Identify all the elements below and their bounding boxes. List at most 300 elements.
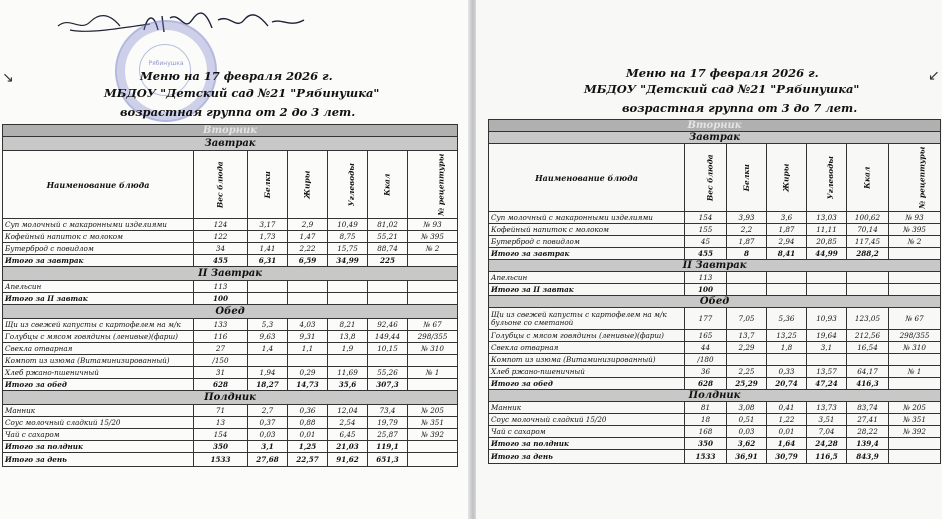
meal-total-row: [3, 255, 458, 267]
meal-total-row: [489, 248, 941, 260]
column-header-label: № рецептуры: [436, 153, 446, 217]
dish-recipe: 298/355: [408, 331, 458, 343]
dish-name: Манник: [3, 405, 194, 417]
cursor-arrow-icon: ↘: [2, 70, 14, 86]
section-row: [3, 267, 458, 281]
dish-fat: 0,29: [288, 367, 328, 379]
meal-total-row: [489, 378, 941, 390]
dish-row: [489, 414, 941, 426]
dish-row: [489, 212, 941, 224]
dish-weight: 168: [685, 426, 727, 438]
dish-protein: 0,03: [248, 429, 288, 441]
day-of-week: Вторник: [489, 120, 941, 132]
column-header-recipe: [408, 151, 458, 219]
dish-carbs: 11,11: [807, 224, 847, 236]
section-row: [489, 390, 941, 402]
dish-kcal: 117,45: [847, 236, 889, 248]
dish-kcal: 64,17: [847, 366, 889, 378]
meal-total-kcal: [368, 293, 408, 305]
dish-carbs: 13,57: [807, 366, 847, 378]
dish-name: Чай с сахаром: [489, 426, 685, 438]
dish-kcal: 70,14: [847, 224, 889, 236]
column-header-fat: [767, 144, 807, 212]
day-total-carbs: 91,62: [328, 453, 368, 467]
dish-weight: 116: [194, 331, 248, 343]
dish-row: [3, 405, 458, 417]
dish-fat: 0,01: [288, 429, 328, 441]
dish-name: Суп молочный с макаронными изделиями: [489, 212, 685, 224]
dish-row: [3, 219, 458, 231]
dish-recipe: № 392: [889, 426, 941, 438]
dish-name: Соус молочный сладкий 15/20: [3, 417, 194, 429]
dish-weight: 155: [685, 224, 727, 236]
meal-total-weight: 100: [194, 293, 248, 305]
section-row: [3, 391, 458, 405]
day-total-weight: 1533: [685, 450, 727, 464]
dish-row: [489, 342, 941, 354]
age-group: возрастная группа от 2 до 3 лет.: [120, 105, 356, 119]
day-total-row: [3, 453, 458, 467]
dish-carbs: 3,51: [807, 414, 847, 426]
dish-name: Бутерброд с повидлом: [3, 243, 194, 255]
dish-kcal: [847, 272, 889, 284]
dish-kcal: 16,54: [847, 342, 889, 354]
dish-protein: 2,2: [727, 224, 767, 236]
dish-row: [489, 224, 941, 236]
dish-row: [3, 281, 458, 293]
dish-protein: 1,94: [248, 367, 288, 379]
meal-total-weight: 628: [685, 378, 727, 390]
meal-total-protein: 18,27: [248, 379, 288, 391]
dish-fat: 0,88: [288, 417, 328, 429]
meal-total-carbs: [328, 293, 368, 305]
meal-total-weight: 455: [685, 248, 727, 260]
dish-fat: 9,31: [288, 331, 328, 343]
column-header-protein: [727, 144, 767, 212]
dish-name: Кофейный напиток с молоком: [3, 231, 194, 243]
dish-recipe: № 395: [408, 231, 458, 243]
dish-weight: 177: [685, 308, 727, 330]
section-row: [489, 260, 941, 272]
meal-total-protein: 3,1: [248, 441, 288, 453]
meal-total-protein: 3,62: [727, 438, 767, 450]
meal-total-label: Итого за II завтак: [489, 284, 685, 296]
day-total-fat: 30,79: [767, 450, 807, 464]
dish-kcal: 88,74: [368, 243, 408, 255]
column-header-recipe: [889, 144, 941, 212]
dish-fat: 2,22: [288, 243, 328, 255]
meal-total-recipe: [889, 248, 941, 260]
meal-total-kcal: 288,2: [847, 248, 889, 260]
dish-weight: 81: [685, 402, 727, 414]
meal-total-carbs: 21,03: [328, 441, 368, 453]
dish-kcal: [368, 355, 408, 367]
dish-kcal: 123,05: [847, 308, 889, 330]
meal-total-label: Итого за полдник: [3, 441, 194, 453]
dish-recipe: [408, 355, 458, 367]
dish-fat: [767, 354, 807, 366]
dish-carbs: 1,9: [328, 343, 368, 355]
kindergarten-name: МБДОУ "Детский сад №21 "Рябинушка": [104, 86, 380, 100]
dish-recipe: № 1: [889, 366, 941, 378]
dish-recipe: № 205: [408, 405, 458, 417]
meal-total-recipe: [408, 255, 458, 267]
meal-total-fat: [767, 284, 807, 296]
dish-kcal: 10,15: [368, 343, 408, 355]
day-of-week: Вторник: [3, 125, 458, 137]
section-row: [3, 137, 458, 151]
dish-protein: 3,08: [727, 402, 767, 414]
dish-weight: 165: [685, 330, 727, 342]
day-total-label: Итого за день: [489, 450, 685, 464]
day-total-recipe: [408, 453, 458, 467]
section-row: [489, 132, 941, 144]
dish-recipe: № 205: [889, 402, 941, 414]
column-header-weight: [194, 151, 248, 219]
meal-section-title: Завтрак: [489, 132, 941, 144]
day-total-weight: 1533: [194, 453, 248, 467]
dish-fat: 0,36: [288, 405, 328, 417]
dish-weight: 113: [194, 281, 248, 293]
meal-total-fat: 20,74: [767, 378, 807, 390]
dish-carbs: 7,04: [807, 426, 847, 438]
dish-row: [489, 308, 941, 330]
meal-total-kcal: [847, 284, 889, 296]
meal-total-carbs: 47,24: [807, 378, 847, 390]
dish-weight: 31: [194, 367, 248, 379]
dish-carbs: 6,45: [328, 429, 368, 441]
dish-fat: 4,03: [288, 319, 328, 331]
dish-fat: [288, 281, 328, 293]
meal-total-recipe: [889, 438, 941, 450]
meal-total-protein: 8: [727, 248, 767, 260]
meal-total-weight: 455: [194, 255, 248, 267]
dish-weight: 36: [685, 366, 727, 378]
meal-total-weight: 350: [685, 438, 727, 450]
dish-recipe: № 67: [408, 319, 458, 331]
dish-kcal: 92,46: [368, 319, 408, 331]
dish-kcal: 28,22: [847, 426, 889, 438]
dish-fat: [767, 272, 807, 284]
dish-kcal: 25,87: [368, 429, 408, 441]
dish-kcal: 100,62: [847, 212, 889, 224]
column-header-row: [3, 151, 458, 219]
meal-total-fat: 6,59: [288, 255, 328, 267]
meal-total-label: Итого за полдник: [489, 438, 685, 450]
dish-protein: 1,73: [248, 231, 288, 243]
dish-fat: 0,01: [767, 426, 807, 438]
dish-kcal: 55,21: [368, 231, 408, 243]
dish-kcal: 149,44: [368, 331, 408, 343]
dish-row: [489, 330, 941, 342]
dish-fat: 2,94: [767, 236, 807, 248]
dish-name: Компот из изюма (Витаминизированный): [489, 354, 685, 366]
dish-name: Хлеб ржано-пшеничный: [3, 367, 194, 379]
menu-table-right: [488, 119, 941, 464]
dish-recipe: [889, 272, 941, 284]
column-header-kcal: [368, 151, 408, 219]
dish-protein: [727, 272, 767, 284]
menu-title: Меню на 17 февраля 2026 г.: [140, 69, 333, 83]
meal-total-carbs: 35,6: [328, 379, 368, 391]
dish-weight: 113: [685, 272, 727, 284]
dish-protein: 9,63: [248, 331, 288, 343]
dish-carbs: 10,49: [328, 219, 368, 231]
dish-recipe: [408, 281, 458, 293]
column-header-name: Наименование блюда: [3, 151, 194, 219]
dish-protein: [248, 281, 288, 293]
dish-carbs: 12,04: [328, 405, 368, 417]
dish-weight: 71: [194, 405, 248, 417]
dish-carbs: [328, 355, 368, 367]
age-group: возрастная группа от 3 до 7 лет.: [622, 101, 858, 115]
meal-total-protein: [248, 293, 288, 305]
dish-weight: /180: [685, 354, 727, 366]
dish-row: [3, 343, 458, 355]
dish-carbs: 15,75: [328, 243, 368, 255]
dish-weight: 34: [194, 243, 248, 255]
column-header-name: Наименование блюда: [489, 144, 685, 212]
day-total-protein: 36,91: [727, 450, 767, 464]
meal-section-title: Завтрак: [3, 137, 458, 151]
dish-protein: 1,87: [727, 236, 767, 248]
column-header-protein: [248, 151, 288, 219]
dish-recipe: № 310: [408, 343, 458, 355]
section-row: [3, 305, 458, 319]
dish-weight: 18: [685, 414, 727, 426]
dish-protein: 1,41: [248, 243, 288, 255]
meal-total-protein: 25,29: [727, 378, 767, 390]
dish-weight: 27: [194, 343, 248, 355]
dish-carbs: 8,21: [328, 319, 368, 331]
dish-name: Бутерброд с повидлом: [489, 236, 685, 248]
meal-section-title: Обед: [3, 305, 458, 319]
meal-total-label: Итого за завтрак: [489, 248, 685, 260]
dish-recipe: № 392: [408, 429, 458, 441]
meal-total-row: [3, 441, 458, 453]
column-header-row: [489, 144, 941, 212]
dish-row: [3, 417, 458, 429]
dish-kcal: [847, 354, 889, 366]
meal-total-kcal: 119,1: [368, 441, 408, 453]
meal-total-kcal: 225: [368, 255, 408, 267]
dish-row: [3, 429, 458, 441]
dish-name: Щи из свежей капусты с картофелем на м/к: [3, 319, 194, 331]
meal-total-weight: 628: [194, 379, 248, 391]
day-row: [489, 120, 941, 132]
column-header-label: Углеводы: [825, 156, 835, 200]
day-total-row: [489, 450, 941, 464]
meal-total-carbs: 24,28: [807, 438, 847, 450]
dish-protein: [727, 354, 767, 366]
dish-row: [3, 355, 458, 367]
column-header-carbs: [328, 151, 368, 219]
dish-carbs: [807, 272, 847, 284]
dish-row: [489, 354, 941, 366]
dish-protein: 1,4: [248, 343, 288, 355]
dish-carbs: 11,69: [328, 367, 368, 379]
column-header-label: Углеводы: [346, 163, 356, 207]
meal-total-label: Итого за II завтак: [3, 293, 194, 305]
dish-recipe: № 395: [889, 224, 941, 236]
dish-fat: 1,8: [767, 342, 807, 354]
left-menu-page: [0, 0, 470, 519]
dish-row: [489, 366, 941, 378]
dish-name: Чай с сахаром: [3, 429, 194, 441]
dish-name: Щи из свежей капусты с картофелем на м/к бульоне со сметаной: [489, 308, 685, 330]
right-menu-page: [476, 0, 942, 519]
meal-total-recipe: [889, 378, 941, 390]
dish-name: Апельсин: [489, 272, 685, 284]
dish-carbs: 20,85: [807, 236, 847, 248]
dish-carbs: 13,73: [807, 402, 847, 414]
dish-name: Кофейный напиток с молоком: [489, 224, 685, 236]
dish-recipe: № 351: [408, 417, 458, 429]
dish-fat: 1,87: [767, 224, 807, 236]
menu-table-left: [2, 124, 458, 467]
dish-recipe: № 1: [408, 367, 458, 379]
dish-protein: 13,7: [727, 330, 767, 342]
dish-fat: 2,9: [288, 219, 328, 231]
dish-fat: 1,47: [288, 231, 328, 243]
column-header-carbs: [807, 144, 847, 212]
dish-protein: 0,03: [727, 426, 767, 438]
dish-fat: [288, 355, 328, 367]
column-header-label: Вес блюда: [705, 154, 715, 202]
dish-kcal: 81,02: [368, 219, 408, 231]
dish-name: Свекла отварная: [489, 342, 685, 354]
dish-recipe: № 93: [408, 219, 458, 231]
dish-weight: 154: [685, 212, 727, 224]
meal-section-title: Полдник: [489, 390, 941, 402]
dish-fat: 3,6: [767, 212, 807, 224]
dish-name: Апельсин: [3, 281, 194, 293]
meal-total-weight: 100: [685, 284, 727, 296]
dish-fat: 1,22: [767, 414, 807, 426]
dish-row: [489, 236, 941, 248]
dish-kcal: 55,26: [368, 367, 408, 379]
dish-fat: 13,25: [767, 330, 807, 342]
dish-name: Голубцы с мясом говядины (ленивые)(фарш): [489, 330, 685, 342]
meal-total-fat: 1,64: [767, 438, 807, 450]
dish-protein: 5,3: [248, 319, 288, 331]
day-total-recipe: [889, 450, 941, 464]
dish-name: Голубцы с мясом говядины (ленивые)(фарш): [3, 331, 194, 343]
dish-protein: [248, 355, 288, 367]
meal-total-row: [3, 293, 458, 305]
meal-total-fat: [288, 293, 328, 305]
dish-recipe: № 67: [889, 308, 941, 330]
day-total-label: Итого за день: [3, 453, 194, 467]
dish-protein: 7,05: [727, 308, 767, 330]
column-header-label: Ккал: [382, 173, 392, 197]
dish-protein: 3,93: [727, 212, 767, 224]
meal-section-title: II Завтрак: [3, 267, 458, 281]
dish-name: Хлеб ржано-пшеничный: [489, 366, 685, 378]
kindergarten-name: МБДОУ "Детский сад №21 "Рябинушка": [584, 82, 860, 96]
dish-protein: 0,37: [248, 417, 288, 429]
dish-recipe: № 351: [889, 414, 941, 426]
dish-recipe: № 2: [889, 236, 941, 248]
dish-name: Свекла отварная: [3, 343, 194, 355]
meal-total-carbs: 34,99: [328, 255, 368, 267]
column-header-weight: [685, 144, 727, 212]
meal-total-recipe: [889, 284, 941, 296]
dish-carbs: 8,75: [328, 231, 368, 243]
day-total-kcal: 651,3: [368, 453, 408, 467]
dish-row: [489, 402, 941, 414]
dish-name: Соус молочный сладкий 15/20: [489, 414, 685, 426]
official-stamp: Рябинушка: [115, 20, 217, 122]
cursor-arrow-icon: ↙: [928, 68, 940, 84]
dish-protein: 2,7: [248, 405, 288, 417]
dish-weight: 45: [685, 236, 727, 248]
dish-kcal: 73,4: [368, 405, 408, 417]
dish-protein: 3,17: [248, 219, 288, 231]
meal-total-label: Итого за обед: [3, 379, 194, 391]
dish-kcal: 19,79: [368, 417, 408, 429]
dish-name: Манник: [489, 402, 685, 414]
dish-recipe: № 93: [889, 212, 941, 224]
dish-kcal: 83,74: [847, 402, 889, 414]
dish-recipe: № 2: [408, 243, 458, 255]
meal-total-fat: 14,73: [288, 379, 328, 391]
meal-total-protein: [727, 284, 767, 296]
meal-total-label: Итого за обед: [489, 378, 685, 390]
meal-total-label: Итого за завтрак: [3, 255, 194, 267]
day-total-kcal: 843,9: [847, 450, 889, 464]
meal-total-kcal: 416,3: [847, 378, 889, 390]
dish-carbs: 2,54: [328, 417, 368, 429]
dish-protein: 0,51: [727, 414, 767, 426]
dish-carbs: 3,1: [807, 342, 847, 354]
dish-weight: 154: [194, 429, 248, 441]
dish-row: [3, 331, 458, 343]
column-header-label: № рецептуры: [917, 146, 927, 210]
meal-section-title: Полдник: [3, 391, 458, 405]
column-header-label: Белки: [741, 164, 751, 192]
dish-carbs: 19,64: [807, 330, 847, 342]
dish-carbs: [807, 354, 847, 366]
dish-row: [3, 367, 458, 379]
meal-total-recipe: [408, 293, 458, 305]
dish-name: Компот из изюма (Витаминизированный): [3, 355, 194, 367]
dish-recipe: [889, 354, 941, 366]
meal-total-protein: 6,31: [248, 255, 288, 267]
meal-total-weight: 350: [194, 441, 248, 453]
dish-carbs: 13,8: [328, 331, 368, 343]
column-header-label: Жиры: [302, 170, 312, 200]
section-row: [489, 296, 941, 308]
dish-row: [3, 231, 458, 243]
meal-section-title: II Завтрак: [489, 260, 941, 272]
dish-kcal: 27,41: [847, 414, 889, 426]
dish-fat: 0,33: [767, 366, 807, 378]
dish-weight: 13: [194, 417, 248, 429]
meal-total-fat: 1,25: [288, 441, 328, 453]
dish-weight: 124: [194, 219, 248, 231]
day-total-fat: 22,57: [288, 453, 328, 467]
day-row: [3, 125, 458, 137]
dish-weight: 122: [194, 231, 248, 243]
dish-recipe: № 310: [889, 342, 941, 354]
dish-carbs: 10,93: [807, 308, 847, 330]
dish-weight: /150: [194, 355, 248, 367]
meal-total-recipe: [408, 441, 458, 453]
column-header-label: Вес блюда: [215, 161, 225, 209]
dish-protein: 2,29: [727, 342, 767, 354]
dish-weight: 133: [194, 319, 248, 331]
